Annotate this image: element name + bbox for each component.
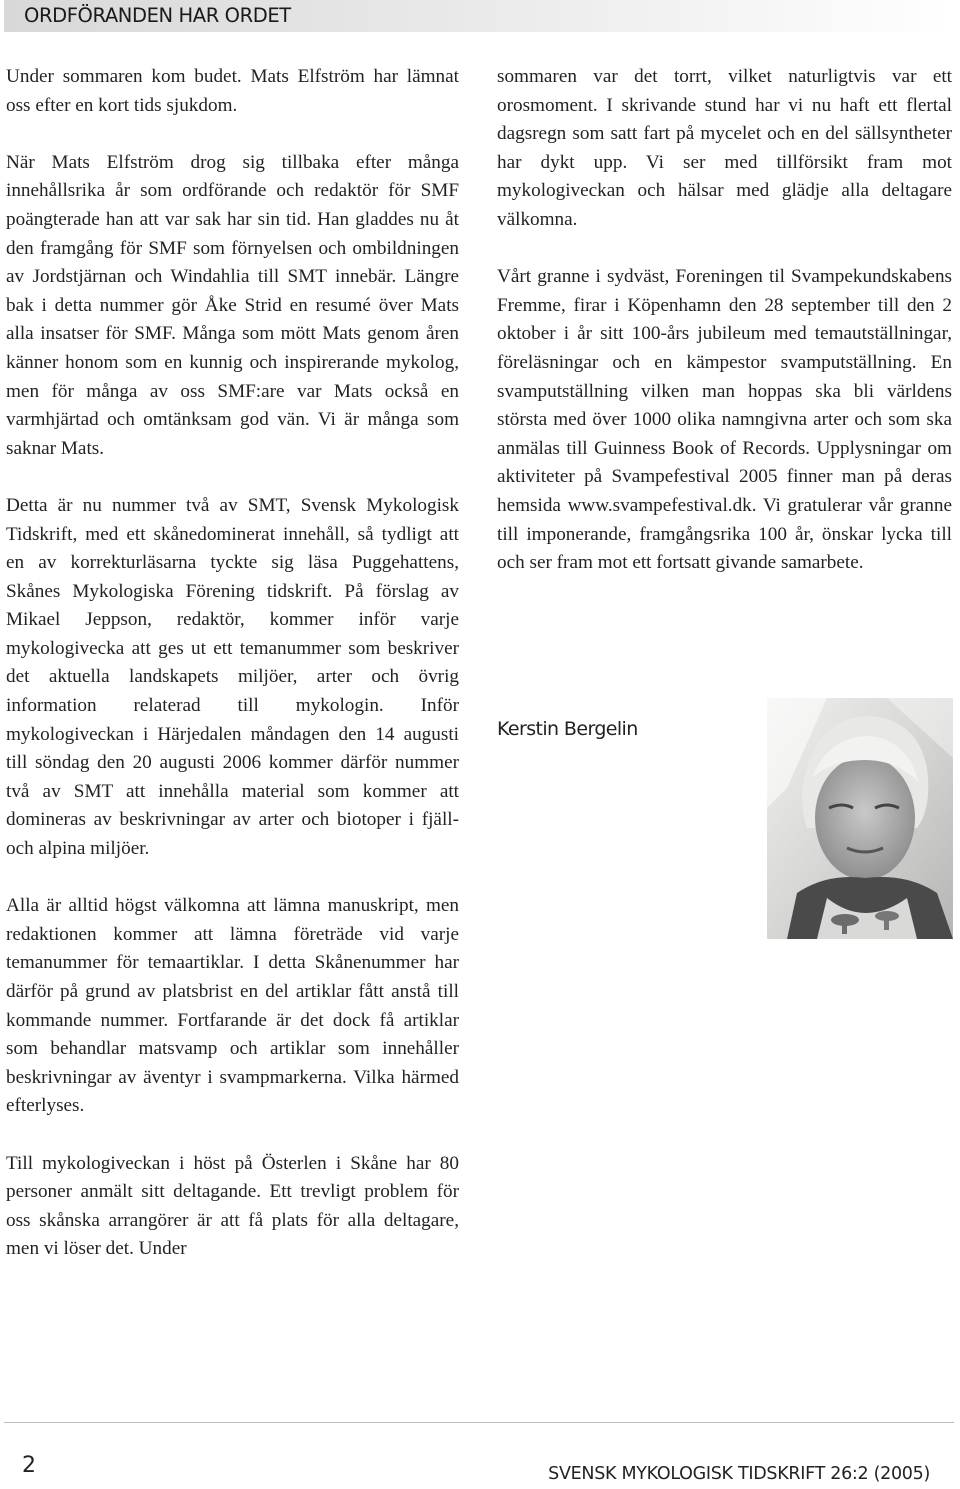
- paragraph: Detta är nu nummer två av SMT, Svensk Mykologisk Tidskrift, med ett skånedominerat innehåll, så tydligt att en av korrekturläsarna tyckte sig läsa Puggehattens, Skånes Mykologiska Förening tidskrift. På förslag av Mikael Jeppson, redaktör, kommer inför varje mykologivecka att ges ut ett temanummer som beskriver det aktuella landskapets miljöer, arter och övrig information relaterad till mykologin. Inför mykologiveckan i Härjedalen måndagen den 14 augusti till söndag den 20 augusti 2006 kommer därför nummer två av SMT att innehålla material som kommer att domineras av beskrivningar av arter och biotoper i fjäll- och alpina miljöer.: [6, 494, 459, 860]
- right-column: [497, 63, 952, 578]
- section-title: ORDFÖRANDEN HAR ORDET: [24, 4, 291, 27]
- paragraph: Alla är alltid högst välkomna att lämna manuskript, men redaktionen kommer att lämna företräde vid varje temanummer för temaartiklar. I detta Skånenummer har därför på grund av platsbrist en del artiklar fått anstå till kommande nummer. Fortfarande är det dock få artiklar som behandlar matsvamp och artiklar som innehåller beskrivningar av äventyr i svampmarkerna. Vilka härmed efterlyses.: [6, 895, 459, 1117]
- author-portrait-photo: [767, 698, 953, 939]
- paragraph: sommaren var det torrt, vilket naturligtvis var ett orosmoment. I skrivande stund har vi nu haft ett flertal dagsregn som satt fart på mycelet och en del sällsyntheter har dykt upp. Vi ser med tillförsikt fram mot mykologiveckan och hälsar med glädje alla deltagare välkomna.: [497, 66, 952, 230]
- section-header-bar: [4, 0, 954, 32]
- paragraph: När Mats Elfström drog sig tillbaka efter många innehållsrika år som ordförande och redaktör för SMF poängterade han att var sak har sin tid. Han gladdes nu åt den framgång för SMF som förnyelsen och ombildningen av Jordstjärnan och Windahlia till SMT innebär. Längre bak i detta nummer gör Åke Strid en resumé över Mats alla insatser för SMF. Många som mött Mats genom åren känner honom som en kunnig och inspirerande mykolog, men för många av oss SMF:are var Mats också en varmhjärtad och omtänksam god vän. Vi är många som saknar Mats.: [6, 151, 459, 459]
- paragraph: Under sommaren kom budet. Mats Elfström har lämnat oss efter en kort tids sjukdom.: [6, 66, 459, 116]
- paragraph: Vårt granne i sydväst, Foreningen til Svampekundskabens Fremme, firar i Köpenhamn den 28 september till den 2 oktober i år sitt 100-års jubileum med temautställningar, föreläsningar och en kämpestor svamputställning. En svamputställning vilken man hoppas ska bli världens största med över 1000 olika namngivna arter och som ska anmälas till Guinness Book of Records. Upplysningar om aktiviteter på Svampefestival 2005 finner man på deras hemsida www.svampefestival.dk. Vi gratulerar vår granne till imponerande, framgångsrika 100 år, önskar lycka till och ser fram mot ett fortsatt givande samarbete.: [497, 266, 952, 574]
- page-number: 2: [22, 1453, 36, 1478]
- left-column: [6, 63, 459, 1264]
- paragraph: Till mykologiveckan i höst på Österlen i Skåne har 80 personer anmält sitt deltagande. Ett trevligt problem för oss skånska arrangörer är att få plats för alla deltagare, men vi löser det. Under: [6, 1152, 459, 1260]
- author-signature: Kerstin Bergelin: [497, 718, 638, 740]
- journal-info: SVENSK MYKOLOGISK TIDSKRIFT 26:2 (2005): [548, 1464, 930, 1484]
- footer-divider: [4, 1422, 954, 1423]
